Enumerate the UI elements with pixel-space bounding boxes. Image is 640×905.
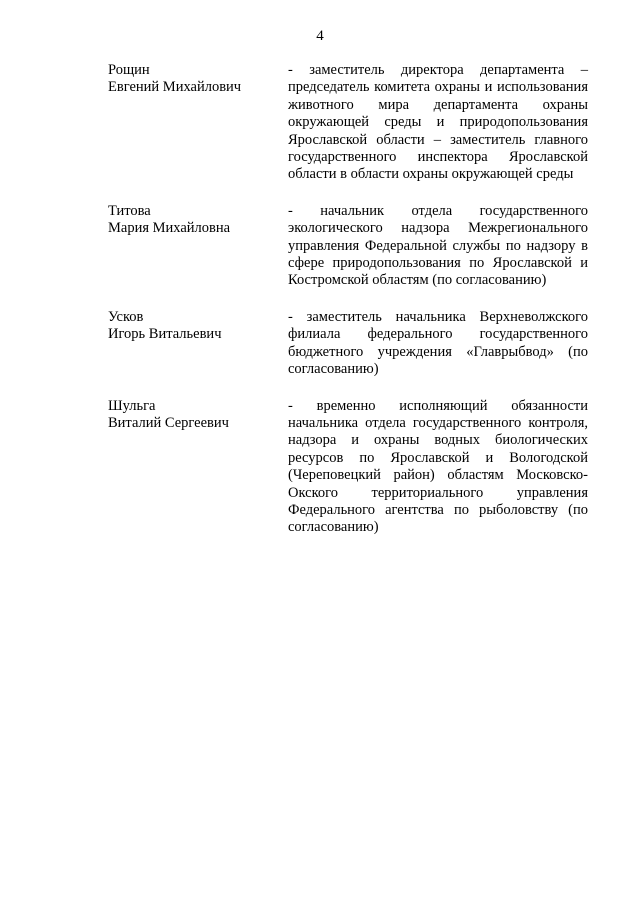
member-surname: Шульга (108, 397, 156, 414)
member-name (108, 62, 288, 184)
member-surname: Усков (108, 308, 144, 325)
member-list (108, 62, 588, 556)
list-item (108, 309, 588, 379)
page-number: 4 (316, 28, 324, 44)
member-role: - начальник отдела государственного экологического надзора Межрегионального управления Федеральной службы по надзору в сфере природопользования по Ярославской и Костромской областям (по согласованию) (288, 202, 588, 289)
member-given-names: Виталий Сергеевич (108, 414, 229, 431)
member-surname: Рощин (108, 62, 150, 78)
list-item (108, 203, 588, 290)
member-name (108, 203, 288, 290)
member-given-names: Игорь Витальевич (108, 326, 222, 343)
member-name (108, 309, 288, 379)
member-role: - временно исполняющий обязанности начальника отдела государственного контроля, надзора и охраны водных биологических ресурсов по Ярославской и Вологодской (Череповецкий район) областям Московско-Окского территориального управления Федерального агентства по рыболовству (по согласованию) (288, 397, 588, 536)
list-item (108, 398, 588, 537)
member-surname: Титова (108, 202, 151, 219)
member-name (108, 398, 288, 537)
list-item (108, 62, 588, 184)
member-given-names: Мария Михайловна (108, 220, 231, 237)
member-role: - заместитель директора департамента – председатель комитета охраны и использования животного мира департамента охраны окружающей среды и природопользования Ярославской области – заместитель главного государственного инспектора Ярославской области в области охраны окружающей среды (288, 62, 588, 183)
member-role: - заместитель начальника Верхневолжского филиала федерального государственного бюджетного учреждения «Главрыбвод» (по согласованию) (288, 308, 588, 378)
member-given-names: Евгений Михайлович (108, 79, 242, 96)
